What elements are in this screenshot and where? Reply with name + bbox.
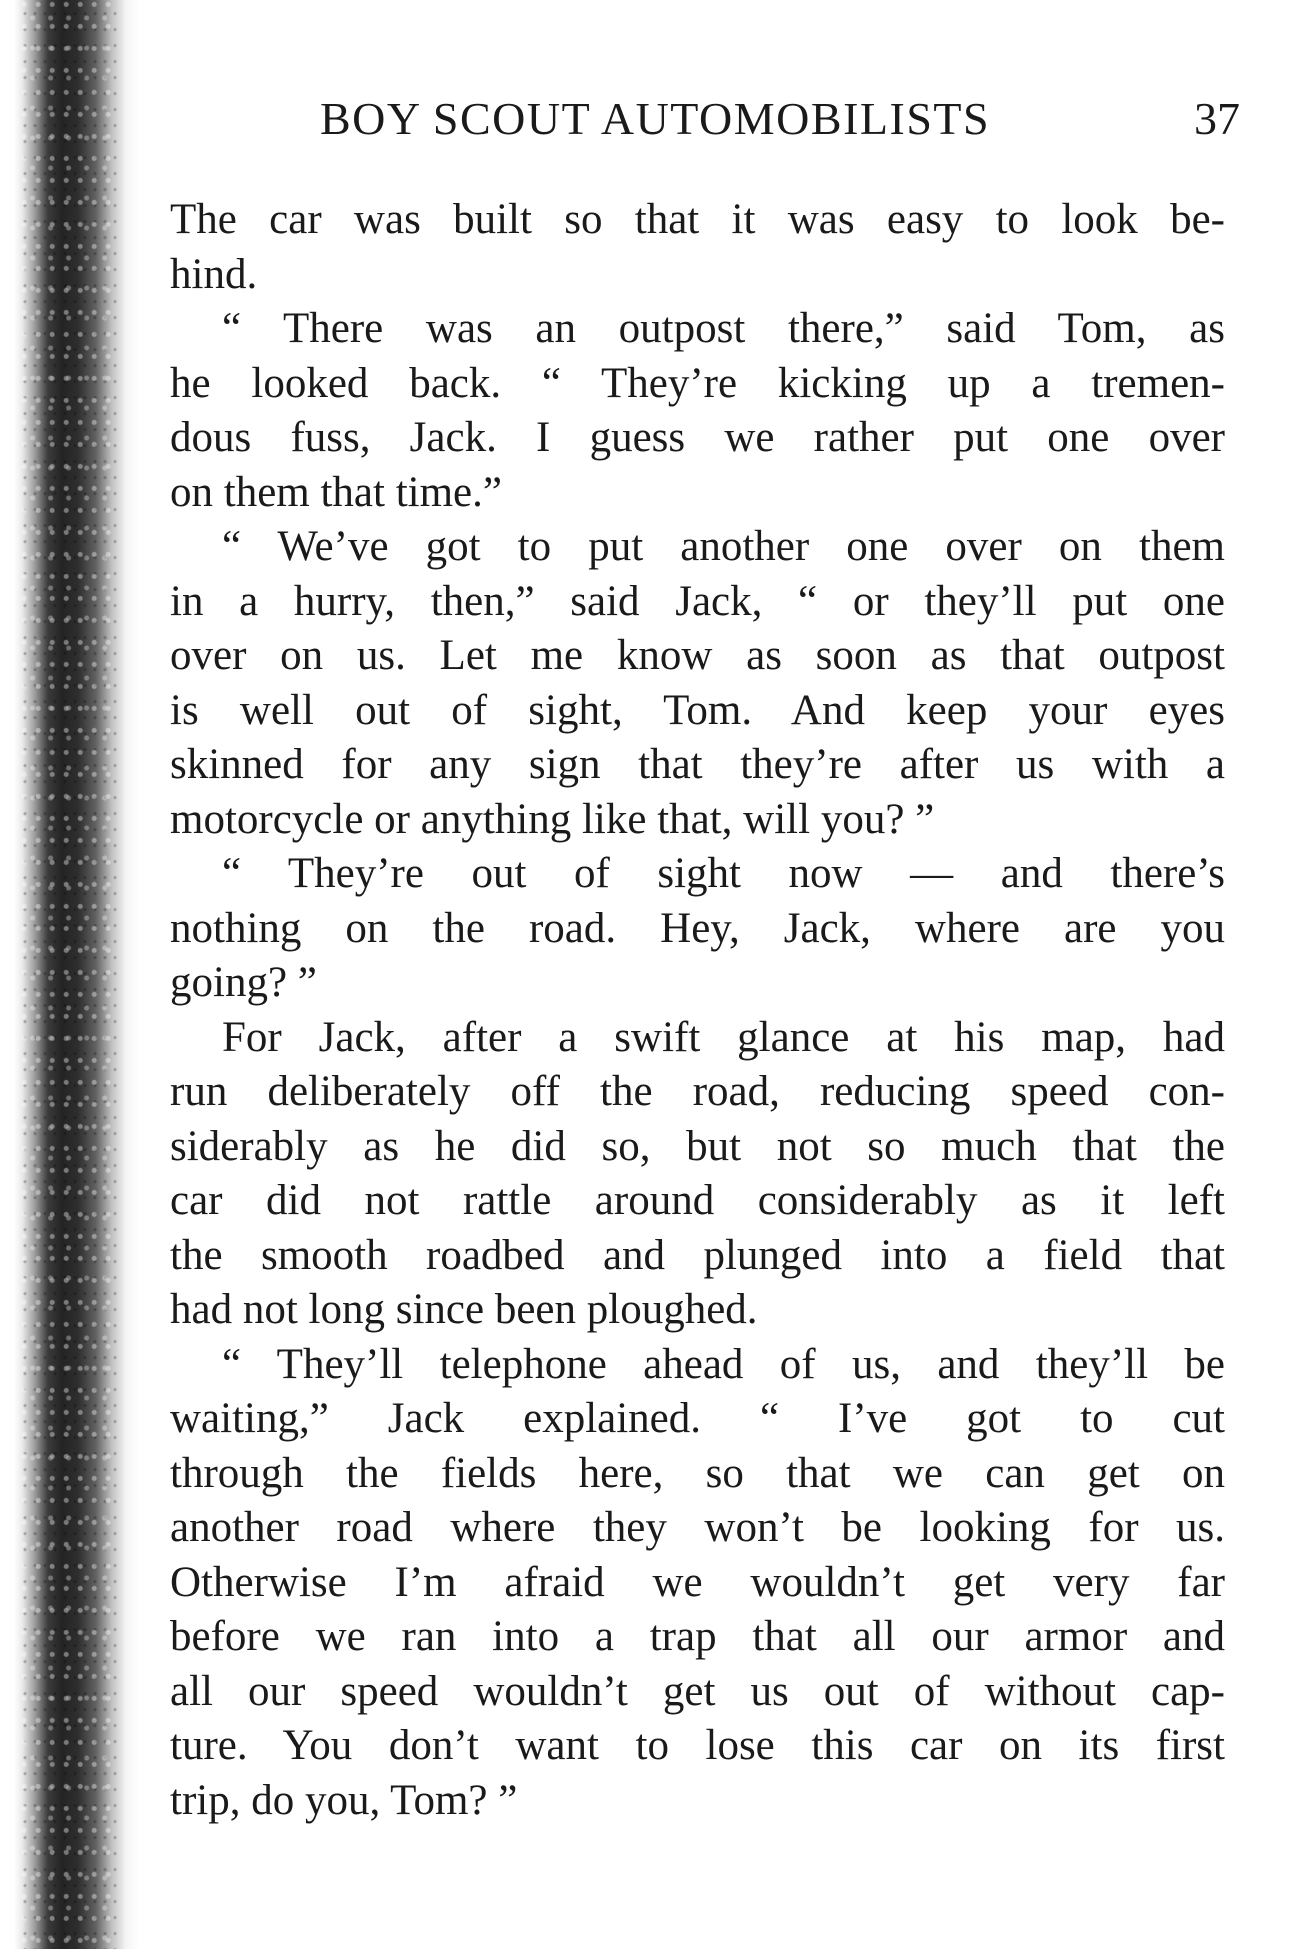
- text-line: all our speed wouldn’t get us out of without cap-: [170, 1667, 1225, 1715]
- text-line: going? ”: [170, 959, 317, 1006]
- text-line: through the fields here, so that we can get on: [170, 1449, 1225, 1497]
- text-line: hind.: [170, 250, 258, 298]
- book-binding-texture: [20, 0, 120, 1949]
- text-line: “ There was an outpost there,” said Tom, as: [222, 305, 1225, 352]
- text-line: dous fuss, Jack. I guess we rather put one over: [170, 414, 1225, 461]
- text-line: Otherwise I’m afraid we wouldn’t get very far: [170, 1558, 1225, 1606]
- text-line: the smooth roadbed and plunged into a field that: [170, 1231, 1225, 1279]
- text-line: “ We’ve got to put another one over on them: [222, 523, 1225, 570]
- text-line: siderably as he did so, but not so much that the: [170, 1122, 1225, 1170]
- text-line: on them that time.”: [170, 468, 502, 516]
- text-line: skinned for any sign that they’re after us with a: [170, 741, 1225, 788]
- page-number: 37: [1194, 93, 1240, 144]
- text-line: “ They’ll telephone ahead of us, and they’ll be: [222, 1340, 1225, 1388]
- running-title: BOY SCOUT AUTOMOBILISTS: [320, 93, 991, 144]
- text-line: run deliberately off the road, reducing speed con-: [170, 1068, 1225, 1115]
- text-line: car did not rattle around considerably as it left: [170, 1177, 1225, 1224]
- text-line: ture. You don’t want to lose this car on its first: [170, 1722, 1225, 1769]
- text-line: The car was built so that it was easy to look be-: [170, 196, 1225, 243]
- text-line: nothing on the road. Hey, Jack, where are you: [170, 904, 1225, 952]
- text-line: is well out of sight, Tom. And keep your eyes: [170, 686, 1225, 734]
- body-text: [170, 193, 1225, 1828]
- text-line: motorcycle or anything like that, will you? ”: [170, 795, 935, 843]
- text-line: over on us. Let me know as soon as that outpost: [170, 632, 1225, 679]
- text-line: had not long since been ploughed.: [170, 1286, 758, 1333]
- text-line: before we ran into a trap that all our armor and: [170, 1613, 1225, 1660]
- text-line: waiting,” Jack explained. “ I’ve got to cut: [170, 1395, 1225, 1442]
- text-line: “ They’re out of sight now — and there’s: [222, 850, 1225, 897]
- text-line: in a hurry, then,” said Jack, “ or they’ll put one: [170, 577, 1225, 625]
- text-line: another road where they won’t be looking for us.: [170, 1504, 1225, 1551]
- text-line: trip, do you, Tom? ”: [170, 1776, 518, 1824]
- text-line: he looked back. “ They’re kicking up a tremen-: [170, 359, 1225, 407]
- page-header: [320, 92, 1240, 152]
- text-line: For Jack, after a swift glance at his map, had: [222, 1013, 1225, 1061]
